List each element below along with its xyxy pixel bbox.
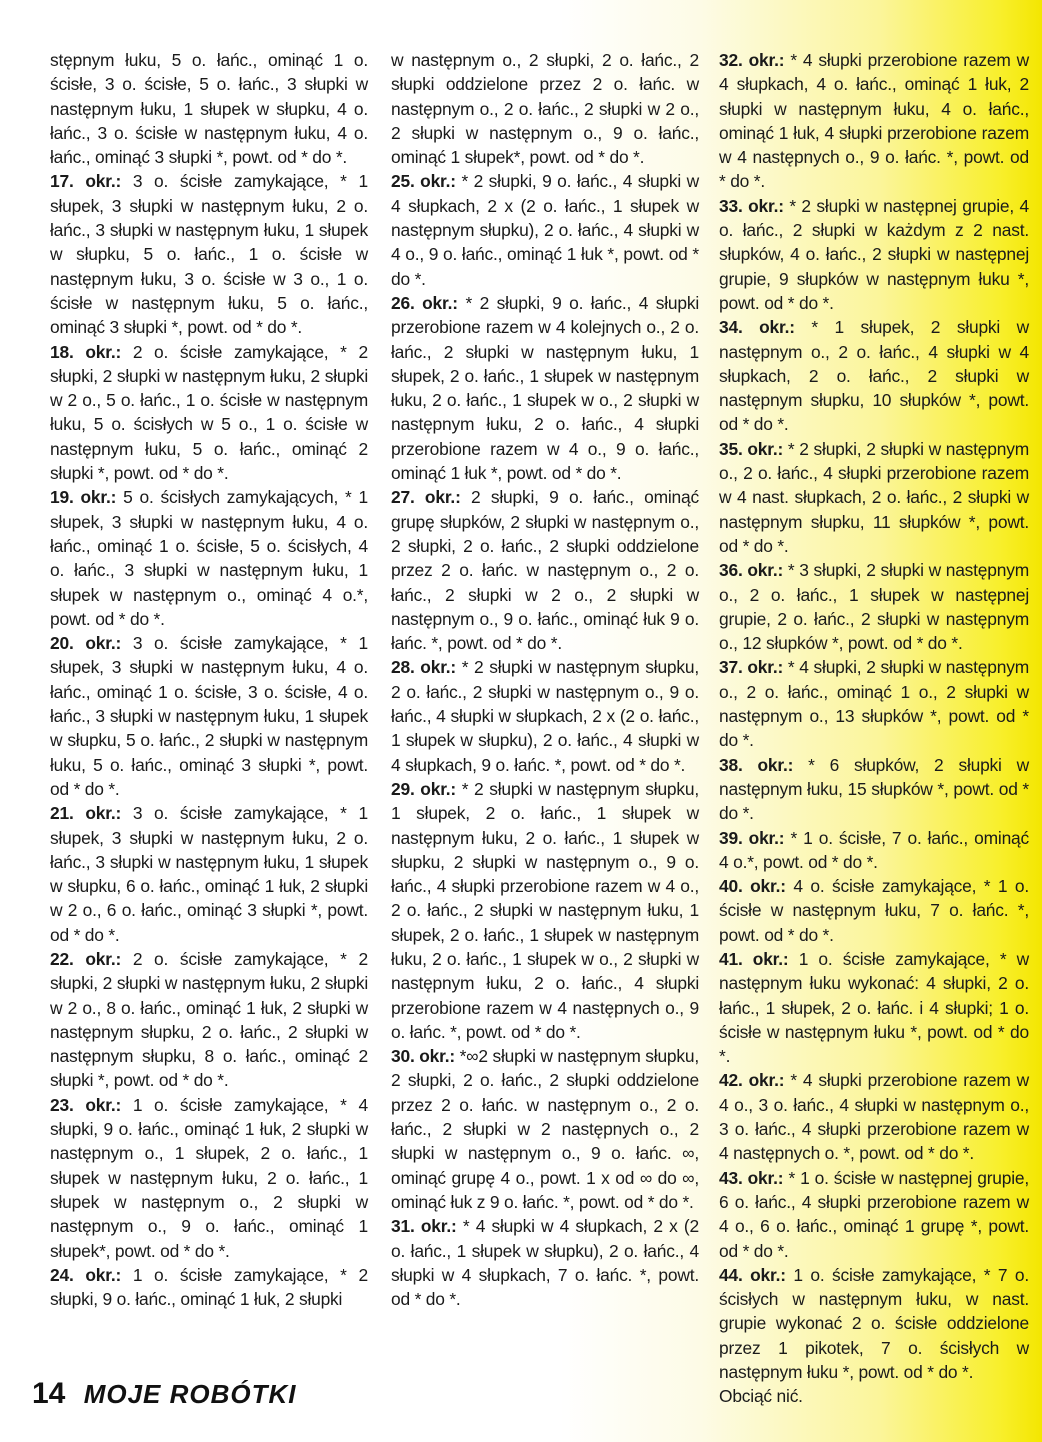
round-instruction <box>50 1093 368 1263</box>
round-body: * 4 słupki, 2 słupki w następnym o., 2 o. łańc., ominąć 1 o., 2 słupki w następnym o., 13 słupków *, powt. od * do *. <box>719 657 1030 751</box>
round-heading: 21. okr.: <box>50 803 122 824</box>
round-body: * 1 słupek, 2 słupki w następnym o., 2 o. łańc., 4 słupki w 4 słupkach, 2 o. łańc., 2 słupki w następnym słupku, 10 słupków *, powt. od * do *. <box>719 317 1030 435</box>
round-instruction <box>719 1068 1029 1165</box>
round-instruction <box>719 1166 1029 1263</box>
round-body: 1 o. ścisłe zamykające, * 7 o. ścisłych w następnym łuku, w nast. grupie wykonać 2 o. ścisłe oddzielone przez 1 pikotek, 7 o. ścisłych w następnym łuku *, powt. od * do *. <box>719 1264 1029 1383</box>
instruction-text <box>719 1384 1029 1408</box>
round-body: * 4 słupki przerobione razem w 4 o., 3 o. łańc., 4 słupki w następnym o., 3 o. łańc., 4 słupki przerobione razem w 4 następnych o. *, powt. od * do *. <box>719 1070 1029 1164</box>
round-body: * 2 słupki w następnym słupku, 2 o. łańc., 2 słupki w następnym o., 9 o. łańc., 4 słupki w słupkach, 2 x (2 o. łańc., 1 słupek w słupku), 2 o. łańc., 4 słupki w 4 słupkach, 9 o. łańc. *, powt. od * do *. <box>391 657 700 775</box>
round-instruction <box>719 194 1029 315</box>
round-instruction <box>719 947 1029 1068</box>
round-heading: 27. okr.: <box>391 487 461 508</box>
round-instruction <box>391 777 699 1044</box>
text-column-right <box>719 48 1029 1409</box>
round-heading: 26. okr.: <box>391 292 458 313</box>
round-instruction <box>719 48 1029 194</box>
round-heading: 18. okr.: <box>50 341 122 362</box>
page-footer <box>32 1377 297 1411</box>
round-instruction <box>719 753 1029 826</box>
round-instruction <box>50 947 368 1093</box>
round-heading: 34. okr.: <box>719 317 795 338</box>
round-heading: 32. okr.: <box>719 50 785 70</box>
round-instruction <box>50 1263 368 1312</box>
round-heading: 37. okr.: <box>719 657 784 678</box>
round-instruction <box>50 485 368 631</box>
round-instruction <box>719 315 1029 436</box>
round-instruction <box>719 655 1029 752</box>
round-body: *∞2 słupki w następnym słupku, 2 słupki, 2 o. łańc., 2 słupki oddzielone przez 2 o. łańc. w następnym o., 2 o. łańc., 2 słupki w 2 następnych o., 2 słupki w następnym o., 9 o. łańc. ∞, ominąć grupę 4 o., powt. 1 x od ∞ do ∞, ominąć łuk z 9 o. łańc. *, powt. od * do *. <box>391 1046 699 1212</box>
round-instruction <box>391 291 699 485</box>
round-body: Obciąć nić. <box>719 1386 803 1407</box>
round-body: * 2 słupki w następnej grupie, 4 o. łańc., 2 słupki w każdym z 2 nast. słupków, 4 o. łańc., 2 słupki w następnej grupie, 9 słupków w następnym łuku *, powt. od * do *. <box>719 195 1029 313</box>
round-heading: 23. okr.: <box>50 1094 122 1115</box>
round-heading: 30. okr.: <box>391 1046 455 1067</box>
round-body: 2 słupki, 9 o. łańc., ominąć grupę słupków, 2 słupki w następnym o., 2 słupki, 2 o. łańc., 2 słupki oddzielone przez 2 o. łańc. w następnym o., 2 o. łańc., 2 słupki w 2 o., 2 słupki w następnym o., 9 o. łańc., ominąć łuk 9 o. łańc. *, powt. od * do *. <box>391 487 699 654</box>
round-heading: 36. okr.: <box>719 560 784 581</box>
text-column-left <box>50 48 368 1311</box>
magazine-name: MOJE ROBÓTKI <box>83 1379 297 1409</box>
text-column-middle <box>391 48 699 1311</box>
round-body: * 2 słupki w następnym słupku, 1 słupek, 2 o. łańc., 1 słupek w następnym łuku, 2 o. łańc., 1 słupek w słupku, 2 słupki w następnym o., 9 o. łańc., 4 słupki przerobione razem w 4 o., 2 o. łańc., 2 słupki w następnym łuku, 1 słupek, 2 o. łańc., 1 słupek w następnym łuku, 2 o. łańc., 1 słupek w o., 2 słupki w następnym łuku, 2 o. łańc., 4 słupki przerobione razem w 4 następnych o., 9 o. łańc. *, powt. od * do *. <box>391 778 700 1042</box>
round-instruction <box>391 1214 699 1311</box>
round-body: * 6 słupków, 2 słupki w następnym łuku, 15 słupków *, powt. od * do *. <box>719 754 1029 824</box>
round-heading: 29. okr.: <box>391 778 457 799</box>
round-instruction <box>391 485 699 655</box>
round-body: 1 o. ścisłe zamykające, * w następnym łuku wykonać: 4 słupki, 2 o. łańc., 1 słupek, 2 o. łańc. i 4 słupki; 1 o. ścisłe w następnym łuku *, powt. od * do *. <box>719 948 1029 1067</box>
page-number: 14 <box>32 1377 66 1410</box>
instruction-text <box>391 48 699 169</box>
round-body: * 2 słupki, 2 słupki w następnym o., 2 o. łańc., 4 słupki przerobione razem w 4 nast. słupkach, 2 o. łańc., 2 słupki w następnym słupku, 11 słupków *, powt. od * do *. <box>719 438 1030 556</box>
round-body: 1 o. ścisłe zamykające, * 2 słupki, 9 o. łańc., ominąć 1 łuk, 2 słupki <box>50 1264 368 1310</box>
round-heading: 40. okr.: <box>719 876 786 897</box>
round-instruction <box>391 1044 699 1214</box>
round-heading: 28. okr.: <box>391 657 457 678</box>
round-body: * 4 słupki w 4 słupkach, 2 x (2 o. łańc., 1 słupek w słupku), 2 o. łańc., 4 słupki w 4 słupkach, 7 o. łańc. *, powt. od * do *. <box>391 1216 699 1310</box>
round-heading: 31. okr.: <box>391 1216 457 1237</box>
round-instruction <box>50 340 368 486</box>
round-instruction <box>719 874 1029 947</box>
round-heading: 39. okr.: <box>719 827 785 848</box>
round-body: stępnym łuku, 5 o. łańc., ominąć 1 o. ścisłe, 3 o. ścisłe, 5 o. łańc., 3 słupki w następnym łuku, 1 słupek w słupku, 4 o. łańc., 3 o. ścisłe w następnym łuku, 4 o. łańc., ominąć 3 słupki *, powt. od * do *. <box>50 50 368 168</box>
round-body: * 2 słupki, 9 o. łańc., 4 słupki przerobione razem w 4 kolejnych o., 2 o. łańc., 2 słupki w następnym łuku, 1 słupek, 2 o. łańc., 1 słupek w następnym łuku, 2 o. łańc., 1 słupek w o., 2 słupki w następnym łuku, 2 o. łańc., 4 słupki przerobione razem w 4 o., 9 o. łańc., ominąć 1 łuk *, powt. od * do *. <box>391 292 699 484</box>
round-body: * 1 o. ścisłe, 7 o. łańc., ominąć 4 o.*, powt. od * do *. <box>719 827 1030 872</box>
round-heading: 22. okr.: <box>50 948 122 969</box>
round-body: * 4 słupki przerobione razem w 4 słupkach, 4 o. łańc., ominąć 1 łuk, 2 słupki w następnym łuku, 4 o. łańc., ominąć 1 łuk, 4 słupki przerobione razem w 4 następnych o., 9 o. łańc. *, powt. od * do *. <box>719 50 1029 192</box>
round-heading: 35. okr.: <box>719 438 784 459</box>
round-instruction <box>719 437 1029 558</box>
round-heading: 41. okr.: <box>719 948 789 969</box>
round-instruction <box>719 1263 1029 1384</box>
round-heading: 44. okr.: <box>719 1264 786 1285</box>
round-heading: 38. okr.: <box>719 754 794 775</box>
round-body: 1 o. ścisłe zamykające, * 4 słupki, 9 o. łańc., ominąć 1 łuk, 2 słupki w następnym o., 1 słupek, 2 o. łańc., 1 słupek w następnym łuku, 2 o. łańc., 1 słupek w następnym o., 2 słupki w następnym o., 9 o. łańc., ominąć 1 słupek*, powt. od * do *. <box>50 1094 368 1261</box>
round-heading: 42. okr.: <box>719 1070 785 1091</box>
round-instruction <box>719 826 1029 875</box>
round-heading: 43. okr.: <box>719 1167 784 1188</box>
round-body: 2 o. ścisłe zamykające, * 2 słupki, 2 słupki w następnym łuku, 2 słupki w 2 o., 8 o. łańc., ominąć 1 łuk, 2 słupki w następnym słupku, 2 o. łańc., 2 słupki w następnym słupku, 8 o. łańc., ominąć 2 słupki *, powt. od * do *. <box>50 948 368 1091</box>
round-instruction <box>719 558 1029 655</box>
round-body: 3 o. ścisłe zamykające, * 1 słupek, 3 słupki w następnym łuku, 2 o. łańc., 3 słupki w następnym łuku, 1 słupek w słupku, 6 o. łańc., ominąć 1 łuk, 2 słupki w 2 o., 6 o. łańc., ominąć 3 słupki *, powt. od * do *. <box>50 803 368 945</box>
instruction-text <box>50 48 368 169</box>
round-body: 4 o. ścisłe zamykające, * 1 o. ścisłe w następnym łuku, 7 o. łańc. *, powt. od * do *. <box>719 876 1029 945</box>
round-body: 5 o. ścisłych zamykających, * 1 słupek, 3 słupki w następnym łuku, 4 o. łańc., ominąć 1 o. ścisłe, 5 o. ścisłych, 4 o. łańc., 3 słupki w następnym łuku, 1 słupek w następnym o., ominąć 4 o.*, powt. od * do *. <box>50 487 369 629</box>
round-instruction <box>50 631 368 801</box>
round-heading: 17. okr.: <box>50 171 122 192</box>
round-heading: 25. okr.: <box>391 171 456 192</box>
round-heading: 24. okr.: <box>50 1264 122 1285</box>
round-instruction <box>50 169 368 339</box>
round-instruction <box>391 655 699 776</box>
round-body: * 3 słupki, 2 słupki w następnym o., 2 o. łańc., 1 słupek w następnej grupie, 2 o. łańc., 2 słupki w następnym o., 12 słupków *, powt. od * do *. <box>719 560 1030 654</box>
round-body: 3 o. ścisłe zamykające, * 1 słupek, 3 słupki w następnym łuku, 4 o. łańc., ominąć 1 o. ścisłe, 3 o. ścisłe, 4 o. łańc., 3 słupki w następnym łuku, 1 słupek w słupku, 5 o. łańc., 2 słupki w następnym łuku, 5 o. łańc., ominąć 3 słupki *, powt. od * do *. <box>50 633 368 799</box>
round-heading: 20. okr.: <box>50 633 122 654</box>
round-body: w następnym o., 2 słupki, 2 o. łańc., 2 słupki oddzielone przez 2 o. łańc. w następnym o., 2 o. łańc., 2 słupki w 2 o., 2 słupki w następnym o., 9 o. łańc., ominąć 1 słupek*, powt. od * do *. <box>391 50 699 168</box>
round-instruction <box>50 801 368 947</box>
round-heading: 33. okr.: <box>719 195 784 216</box>
round-instruction <box>391 169 699 290</box>
round-body: 3 o. ścisłe zamykające, * 1 słupek, 3 słupki w następnym łuku, 2 o. łańc., 3 słupki w następnym łuku, 1 słupek w słupku, 5 o. łańc., 1 o. ścisłe w następnym łuku, 3 o. ścisłe w 3 o., 1 o. ścisłe w następnym łuku, 5 o. łańc., ominąć 3 słupki *, powt. od * do *. <box>50 171 368 338</box>
round-body: 2 o. ścisłe zamykające, * 2 słupki, 2 słupki w następnym łuku, 2 słupki w 2 o., 5 o. łańc., 1 o. ścisłe w następnym łuku, 5 o. ścisłych w 5 o., 1 o. ścisłe w następnym łuku, 5 o. łańc., ominąć 2 słupki *, powt. od * do *. <box>50 341 368 484</box>
round-heading: 19. okr.: <box>50 487 117 508</box>
round-body: * 2 słupki, 9 o. łańc., 4 słupki w 4 słupkach, 2 x (2 o. łańc., 1 słupek w następnym słupku), 2 o. łańc., 4 słupki w 4 o., 9 o. łańc., ominąć 1 łuk *, powt. od * do *. <box>391 171 699 289</box>
round-body: * 1 o. ścisłe w następnej grupie, 6 o. łańc., 4 słupki przerobione razem w 4 o., 6 o. łańc., ominąć 1 grupę *, powt. od * do *. <box>719 1167 1030 1261</box>
